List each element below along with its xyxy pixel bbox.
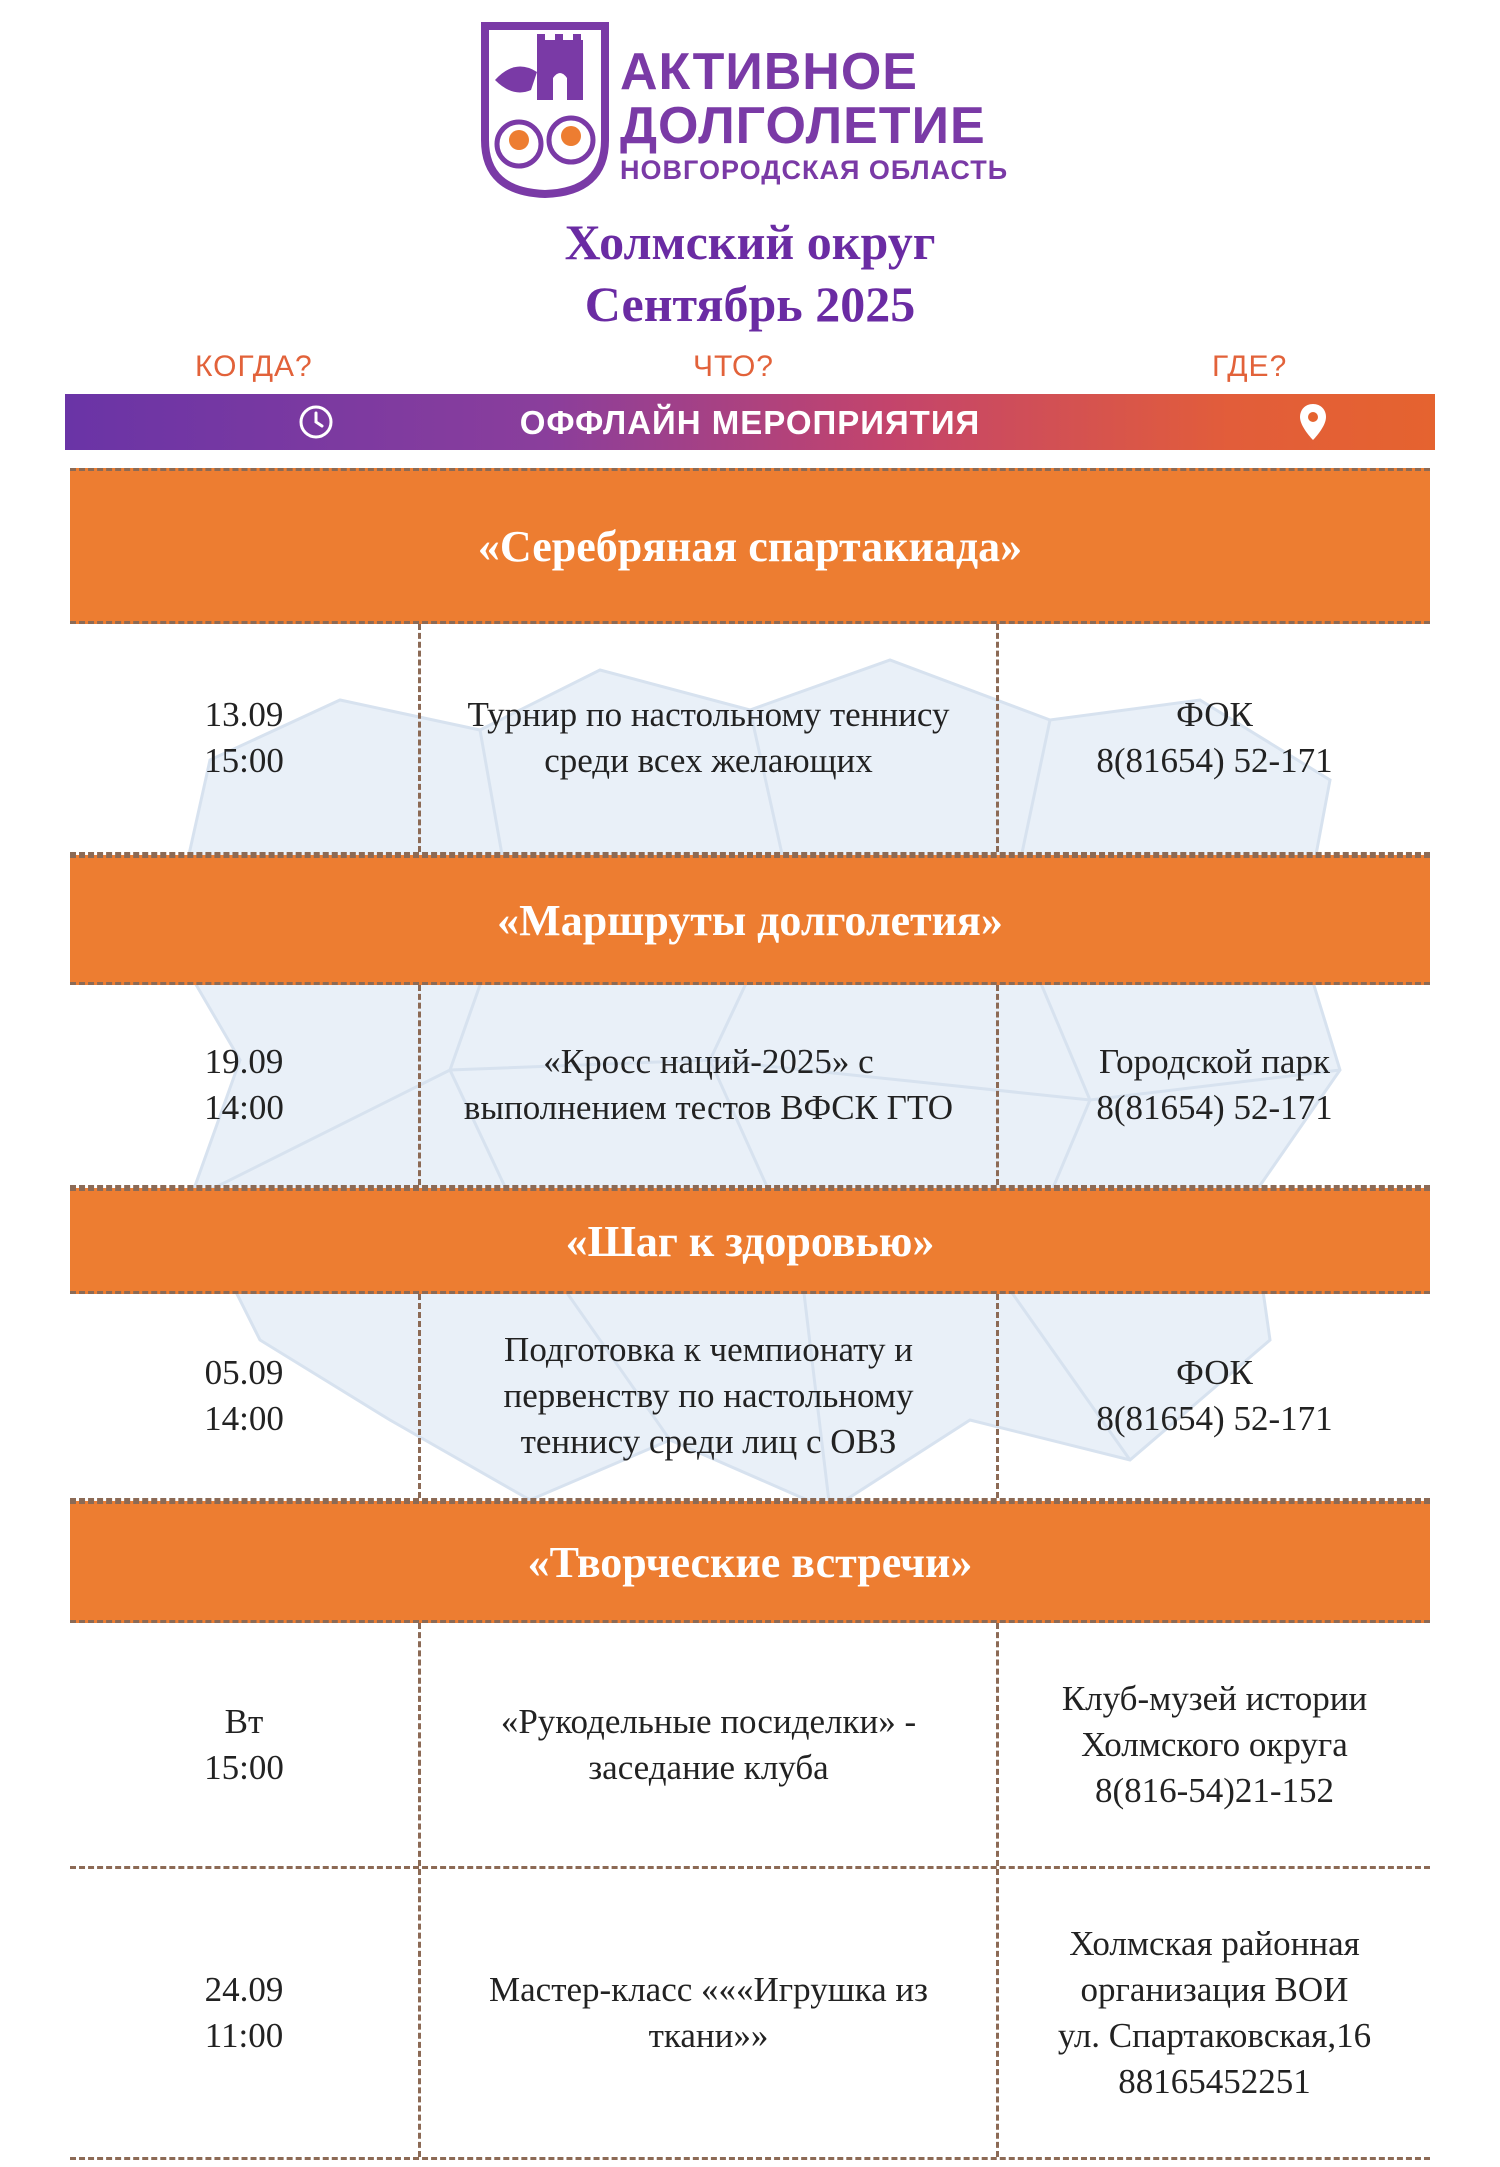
event-when: Вт 15:00: [70, 1623, 421, 1866]
section-title: «Маршруты долголетия»: [70, 855, 1430, 985]
event-where: Клуб-музей истории Холмского округа 8(816-54)21-152: [1061, 1678, 1368, 1810]
brand-text: [620, 45, 1008, 187]
active-longevity-logo: [475, 20, 615, 198]
events-table: [70, 468, 1430, 2160]
offline-events-bar: [65, 394, 1435, 450]
table-row: [70, 1869, 1430, 2160]
section-title: «Шаг к здоровью»: [70, 1188, 1430, 1294]
table-row: [70, 1623, 1430, 1869]
event-where: Городской парк 8(81654) 52-171: [1096, 1042, 1333, 1127]
what-label: ЧТО?: [693, 350, 774, 383]
event-what: Подготовка к чемпионату и первенству по настольному теннису среди лиц с ОВЗ: [421, 1294, 999, 1498]
section-title: «Серебряная спартакиада»: [70, 468, 1430, 624]
brand-line-1: АКТИВНОЕ: [620, 43, 918, 101]
brand-line-2: ДОЛГОЛЕТИЕ: [620, 97, 986, 155]
event-where: Холмская районная организация ВОИ ул. Спартаковская,16 88165452251: [1057, 1924, 1372, 2101]
bar-title: ОФФЛАЙН МЕРОПРИЯТИЯ: [519, 404, 981, 441]
where-label: ГДЕ?: [1212, 350, 1288, 383]
event-where: ФОК 8(81654) 52-171: [1096, 695, 1333, 780]
table-row: [70, 624, 1430, 855]
brand-line-3: НОВГОРОДСКАЯ ОБЛАСТЬ: [620, 155, 1009, 185]
table-row: [70, 1294, 1430, 1501]
event-what: «Кросс наций-2025» с выполнением тестов ВФСК ГТО: [421, 985, 999, 1185]
event-what: «Рукодельные посиделки» - заседание клуба: [421, 1623, 999, 1866]
table-row: [70, 985, 1430, 1188]
event-when: 19.09 14:00: [70, 985, 421, 1185]
event-when: 05.09 14:00: [70, 1294, 421, 1498]
event-what: Мастер-класс «««Игрушка из ткани»»: [421, 1869, 999, 2157]
event-when: 13.09 15:00: [70, 624, 421, 852]
location-pin-icon: [1298, 402, 1328, 442]
event-what: Турнир по настольному теннису среди всех желающих: [421, 624, 999, 852]
event-when: 24.09 11:00: [70, 1869, 421, 2157]
page-title: Холмский округ: [564, 214, 936, 270]
section-title: «Творческие встречи»: [70, 1501, 1430, 1623]
page-subtitle: Сентябрь 2025: [584, 276, 916, 332]
when-label: КОГДА?: [195, 350, 313, 383]
event-where: ФОК 8(81654) 52-171: [1096, 1353, 1333, 1438]
